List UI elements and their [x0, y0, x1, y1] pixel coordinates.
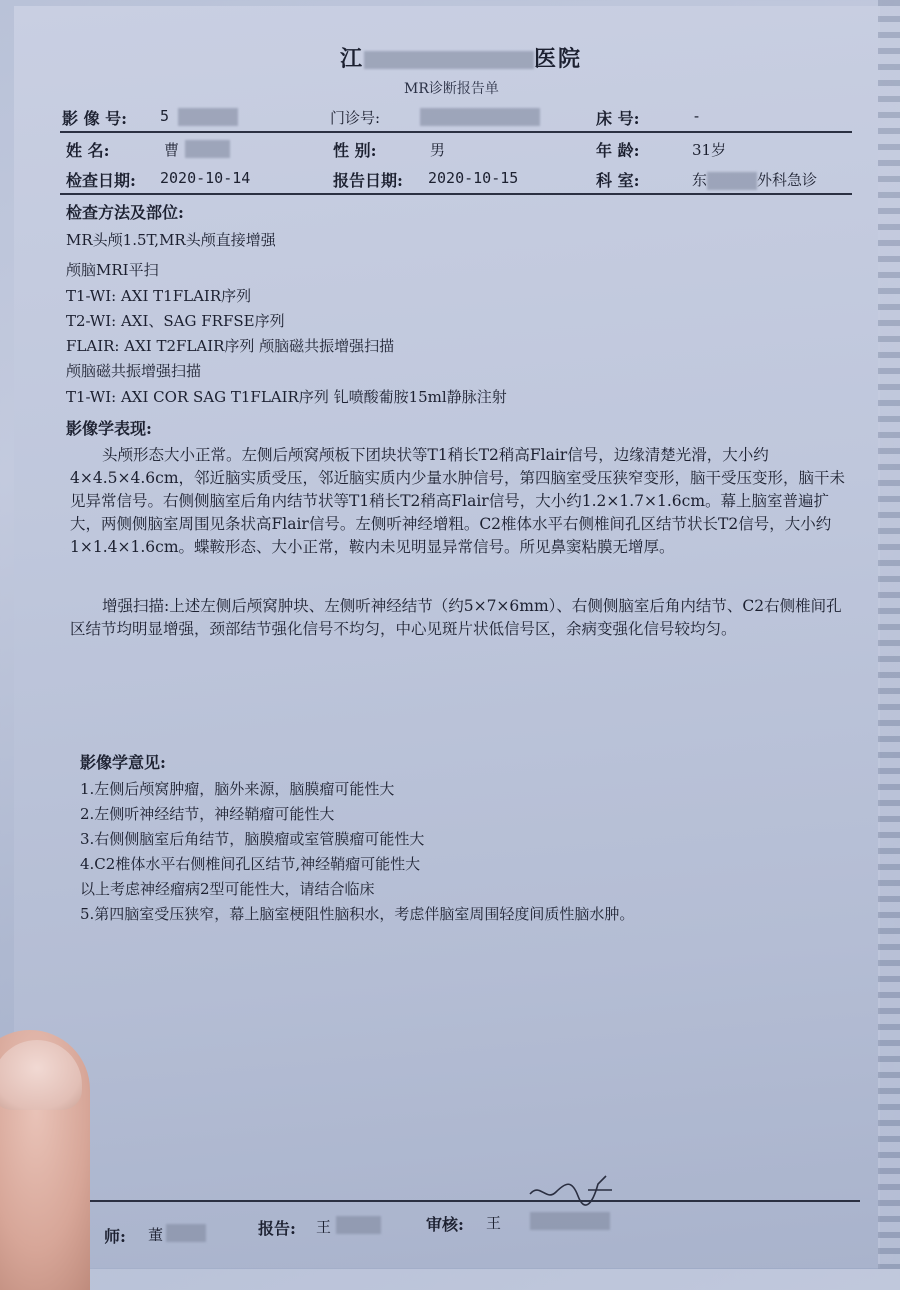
findings-paragraph-1: 头颅形态大小正常。左侧后颅窝颅板下团块状等T1稍长T2稍高Flair信号，边缘清楚光滑，大小约4×4.5×4.6cm，邻近脑实质受压，邻近脑实质内少量水肿信号，第四脑室受压狭窄变形，脑干受压变形，脑干未见异常信号。右侧侧脑室后角内结节状等T1稍长T2稍高Flair信号，大小约1.2×1.7×1.6cm。幕上脑室普遍扩大，两侧侧脑室周围见条状高Flair信号。左侧听神经增粗。C2椎体水平右侧椎间孔区结节状长T2信号，大小约1×1.4×1.6cm。蝶鞍形态、大小正常，鞍内未见明显异常信号。所见鼻窦粘膜无增厚。 — [70, 446, 846, 556]
report-label: 报告: — [258, 1219, 296, 1238]
name-value: 曹 — [164, 141, 180, 159]
dept-value-part-a: 东 — [692, 171, 708, 189]
method-line: 颅脑MRI平扫 — [66, 261, 159, 279]
method-line: T1-WI: AXI COR SAG T1FLAIR序列 钆喷酸葡胺15ml静脉注射 — [66, 388, 507, 406]
method-line: T2-WI: AXI、SAG FRFSE序列 — [66, 312, 285, 330]
perforated-edge — [878, 0, 900, 1269]
name-label: 姓 名: — [66, 141, 110, 160]
report-date-value: 2020-10-15 — [428, 169, 519, 187]
impression-item: 4.C2椎体水平右侧椎间孔区结节,神经鞘瘤可能性大 — [80, 855, 421, 873]
image-no-label: 影 像 号: — [62, 109, 128, 128]
method-line: MR头颅1.5T,MR头颅直接增强 — [66, 231, 276, 249]
method-line: 颅脑磁共振增强扫描 — [66, 362, 202, 380]
findings-title: 影像学表现: — [66, 419, 152, 438]
redaction-mask — [185, 140, 230, 158]
redaction-mask — [707, 172, 757, 190]
redaction-mask — [420, 108, 540, 126]
impression-item: 以上考虑神经瘤病2型可能性大，请结合临床 — [80, 880, 375, 898]
report-type: MR诊断报告单 — [404, 81, 499, 97]
method-line: T1-WI: AXI T1FLAIR序列 — [66, 287, 252, 305]
hospital-title-left: 江 — [340, 46, 365, 72]
impression-item: 3.右侧侧脑室后角结节，脑膜瘤或室管膜瘤可能性大 — [80, 830, 425, 848]
impression-title: 影像学意见: — [80, 753, 166, 772]
bed-label: 床 号: — [596, 109, 640, 128]
redaction-mask — [336, 1216, 381, 1234]
hospital-title — [340, 42, 582, 73]
physician-value: 董 — [148, 1226, 164, 1244]
age-label: 年 龄: — [596, 141, 640, 160]
signature-scribble — [528, 1172, 618, 1212]
physician-label: 师: — [104, 1227, 126, 1246]
redaction-mask — [166, 1224, 206, 1242]
impression-item: 2.左侧听神经结节，神经鞘瘤可能性大 — [80, 805, 335, 823]
redaction-mask — [530, 1212, 610, 1230]
findings-paragraph-2: 增强扫描:上述左侧后颅窝肿块、左侧听神经结节（约5×7×6mm）、右侧侧脑室后角内结节、C2右侧椎间孔区结节均明显增强，颈部结节强化信号不均匀，中心见斑片状低信号区，余病变强化信号较均匀。 — [70, 597, 842, 638]
impression-item: 1.左侧后颅窝肿瘤，脑外来源，脑膜瘤可能性大 — [80, 780, 395, 798]
method-title: 检查方法及部位: — [66, 203, 184, 222]
footer-divider — [70, 1200, 860, 1202]
image-no-value: 5 — [160, 107, 170, 125]
report-date-label: 报告日期: — [333, 171, 403, 190]
dept-value — [692, 169, 817, 190]
exam-date-value: 2020-10-14 — [160, 169, 251, 187]
outpatient-label: 门诊号: — [330, 109, 381, 127]
bed-value: - — [692, 107, 702, 125]
age-value: 31岁 — [692, 141, 727, 159]
review-value: 王 — [486, 1214, 502, 1232]
dept-label: 科 室: — [596, 171, 640, 190]
impression-item: 5.第四脑室受压狭窄，幕上脑室梗阻性脑积水，考虑伴脑室周围轻度间质性脑水肿。 — [80, 905, 635, 923]
exam-date-label: 检查日期: — [66, 171, 136, 190]
report-value: 王 — [316, 1218, 332, 1236]
review-label: 审核: — [426, 1215, 464, 1234]
sex-label: 性 别: — [333, 141, 377, 160]
dept-value-part-b: 外科急诊 — [757, 171, 818, 189]
header-bottom-divider — [60, 193, 852, 195]
header-divider — [60, 131, 852, 133]
method-line: FLAIR: AXI T2FLAIR序列 颅脑磁共振增强扫描 — [66, 337, 395, 355]
hospital-title-right: 医院 — [534, 46, 583, 72]
redaction-mask — [178, 108, 238, 126]
redaction-mask — [364, 51, 534, 69]
sex-value: 男 — [430, 141, 446, 159]
